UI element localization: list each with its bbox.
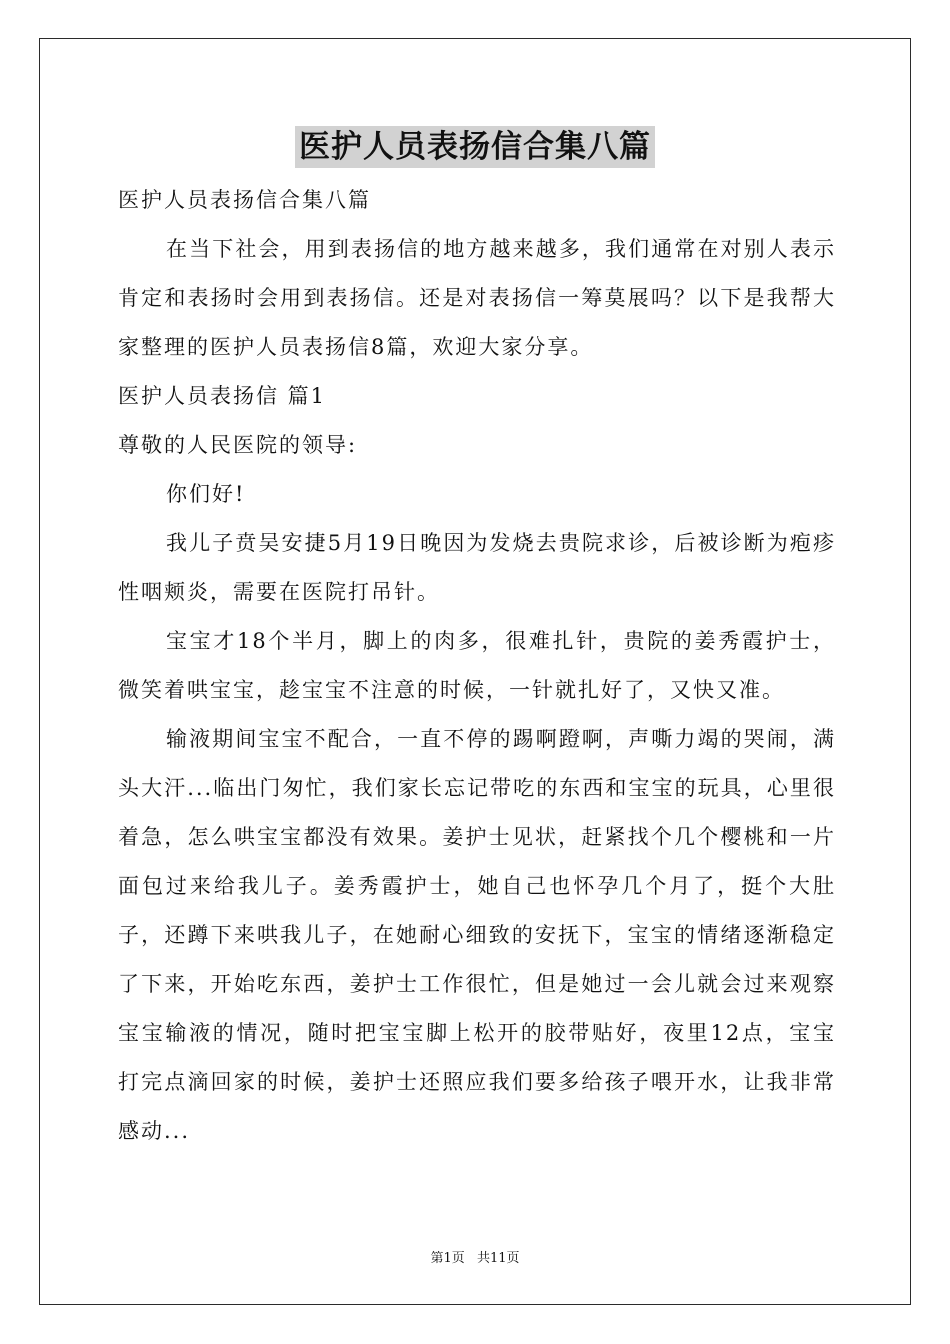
page-footer [0,1247,950,1266]
salutation: 尊敬的人民医院的领导: [118,433,358,457]
paragraph-body: 输液期间宝宝不配合，一直不停的踢啊蹬啊，声嘶力竭的哭闹，满头大汗...临出门匆忙，我们家长忘记带吃的东西和宝宝的玩具，心里很着急，怎么哄宝宝都没有效果。姜护士见状，赶紧找个几个樱桃和一片面包过来给我儿子。姜秀霞护士，她自己也怀孕几个月了，挺个大肚子，还蹲下来哄我儿子，在她耐心细致的安抚下，宝宝的情绪逐渐稳定了下来，开始吃东西，姜护士工作很忙，但是她过一会儿就会过来观察宝宝输液的情况，随时把宝宝脚上松开的胶带贴好，夜里12点，宝宝打完点滴回家的时候，姜护士还照应我们要多给孩子喂开水，让我非常感动... [118,727,836,1143]
document-title: 医护人员表扬信合集八篇 [295,126,655,168]
paragraph-subtitle: 医护人员表扬信合集八篇 [118,188,371,212]
paragraph-body: 我儿子贲吴安捷5月19日晚因为发烧去贵院求诊，后被诊断为疱疹性咽颊炎，需要在医院打吊针。 [118,531,836,604]
section-heading: 医护人员表扬信 篇1 [118,384,327,408]
greeting: 你们好! [166,482,246,506]
page-number: 第1页 [430,1251,465,1266]
paragraph-intro: 在当下社会，用到表扬信的地方越来越多，我们通常在对别人表示肯定和表扬时会用到表扬信。还是对表扬信一筹莫展吗？以下是我帮大家整理的医护人员表扬信8篇，欢迎大家分享。 [118,237,836,359]
paragraph-body: 宝宝才18个半月，脚上的肉多，很难扎针，贵院的姜秀霞护士，微笑着哄宝宝，趁宝宝不注意的时候，一针就扎好了，又快又准。 [118,629,836,702]
title-container [0,126,950,168]
page-total: 共11页 [476,1251,520,1266]
document-body [118,176,836,1156]
